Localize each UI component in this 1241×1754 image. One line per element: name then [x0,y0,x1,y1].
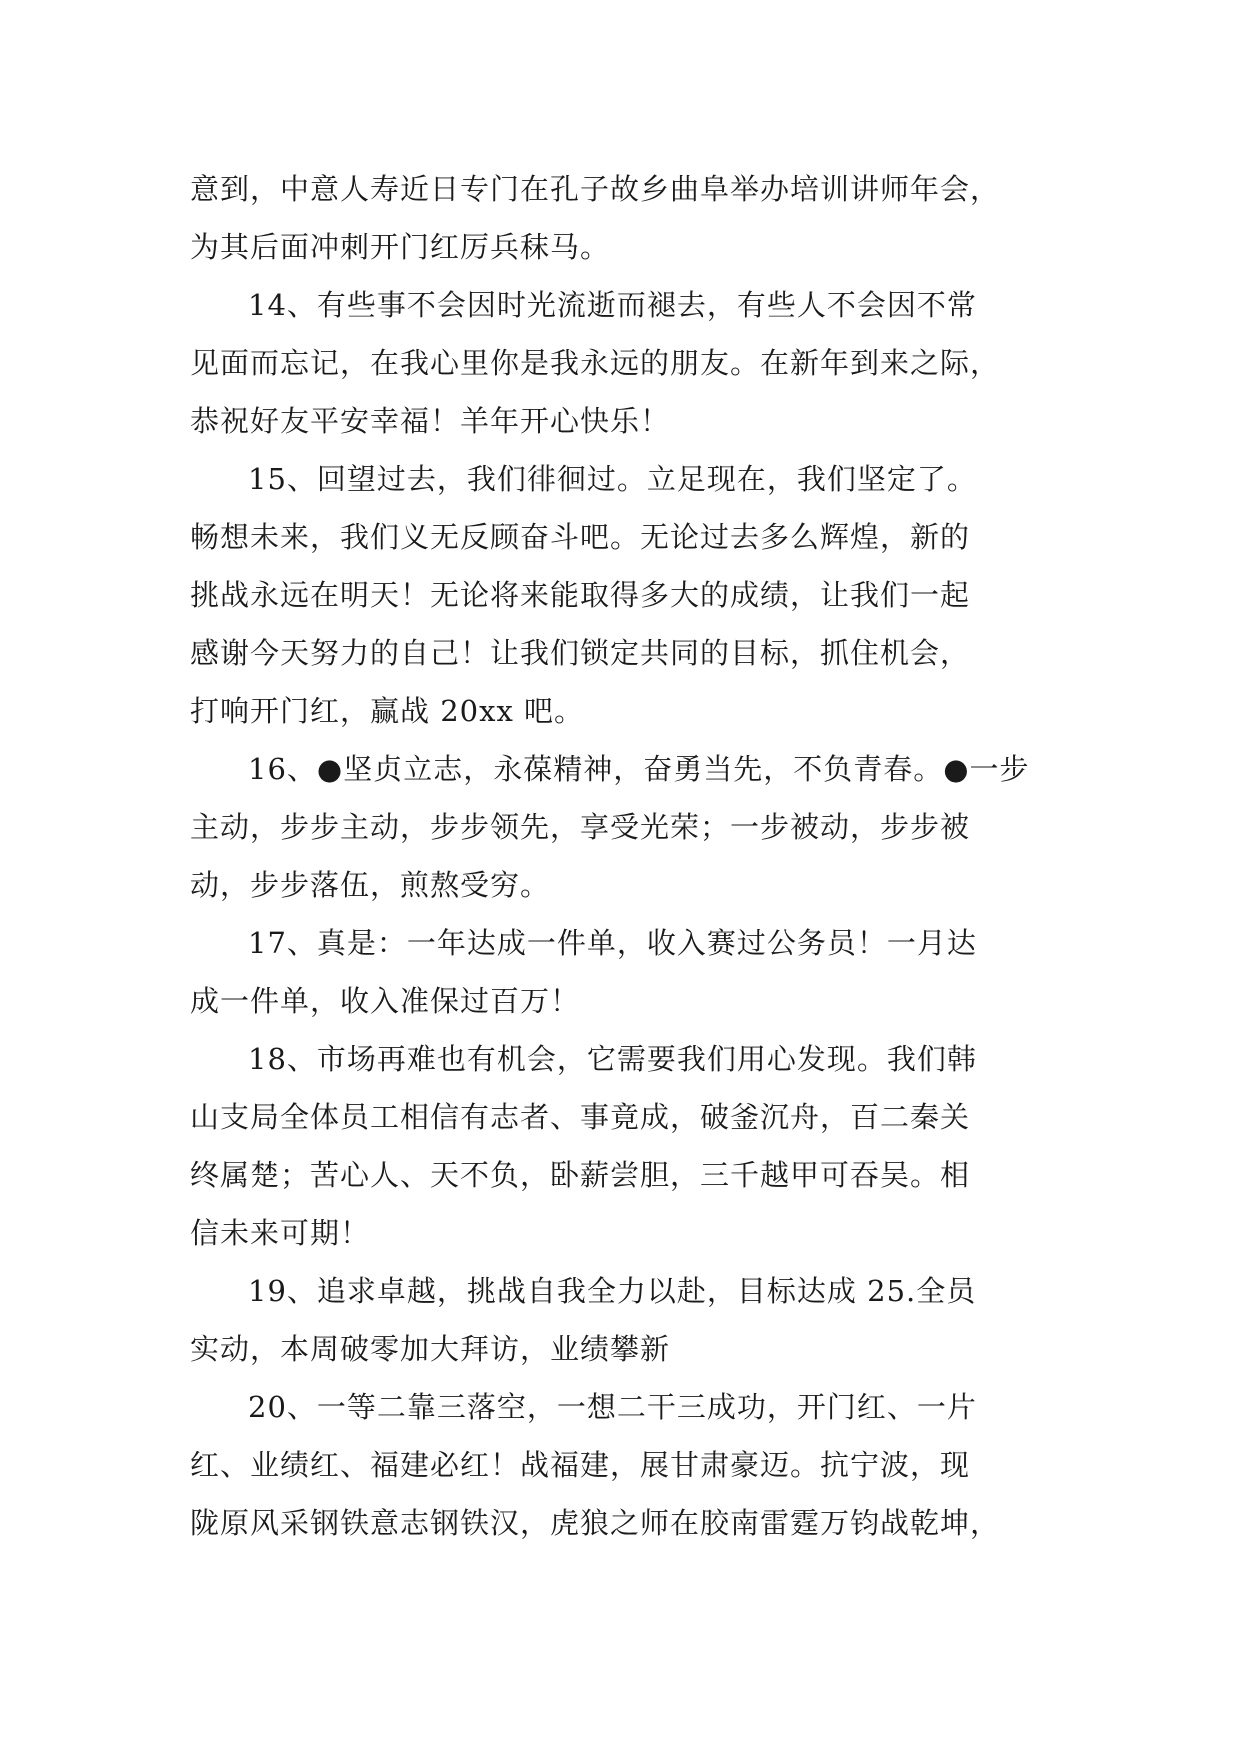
text-line: 18、市场再难也有机会，它需要我们用心发现。我们韩 [248,1042,977,1076]
text-line: 恭祝好友平安幸福！羊年开心快乐！ [190,404,671,438]
text-line: 19、追求卓越，挑战自我全力以赴，目标达成 25.全员 [248,1274,977,1308]
paragraph-20 [190,1378,1080,1552]
text-line: 畅想未来，我们义无反顾奋斗吧。无论过去多么辉煌，新的 [190,520,971,554]
document-body [190,160,1080,1552]
text-line: 主动，步步主动，步步领先，享受光荣；一步被动，步步被 [190,810,971,844]
paragraph-17 [190,914,1080,1030]
text-line: 17、真是：一年达成一件单，收入赛过公务员！一月达 [248,926,977,960]
text-line: 动，步步落伍，煎熬受穷。 [190,868,551,902]
paragraph-19 [190,1262,1080,1378]
text-line: 打响开门红，赢战 20xx 吧。 [190,694,585,728]
text-line: 挑战永远在明天！无论将来能取得多大的成绩，让我们一起 [190,578,971,612]
text-line: 信未来可期！ [190,1216,371,1250]
text-line: 山支局全体员工相信有志者、事竟成，破釜沉舟，百二秦关 [190,1100,971,1134]
text-line: 红、业绩红、福建必红！战福建，展甘肃豪迈。抗宁波，现 [190,1448,971,1482]
paragraph-continuation [190,160,1080,276]
text-line: 15、回望过去，我们徘徊过。立足现在，我们坚定了。 [248,462,977,496]
text-line: 终属楚；苦心人、天不负，卧薪尝胆，三千越甲可吞吴。相 [190,1158,971,1192]
text-line: 感谢今天努力的自己！让我们锁定共同的目标，抓住机会， [190,636,971,670]
text-line: 14、有些事不会因时光流逝而褪去，有些人不会因不常 [248,288,977,322]
text-line: 16、●坚贞立志，永葆精神，奋勇当先，不负青春。●一步 [248,752,1030,786]
text-line: 为其后面冲刺开门红厉兵秣马。 [190,230,611,264]
paragraph-14 [190,276,1080,450]
text-line: 陇原风采钢铁意志钢铁汉，虎狼之师在胶南雷霆万钧战乾坤， [190,1506,1001,1540]
paragraph-16 [190,740,1080,914]
text-line: 20、一等二靠三落空，一想二干三成功，开门红、一片 [248,1390,977,1424]
text-line: 见面而忘记，在我心里你是我永远的朋友。在新年到来之际， [190,346,1001,380]
paragraph-18 [190,1030,1080,1262]
paragraph-15 [190,450,1080,740]
text-line: 意到，中意人寿近日专门在孔子故乡曲阜举办培训讲师年会， [190,172,1001,206]
text-line: 实动，本周破零加大拜访，业绩攀新 [190,1332,671,1366]
text-line: 成一件单，收入准保过百万！ [190,984,581,1018]
